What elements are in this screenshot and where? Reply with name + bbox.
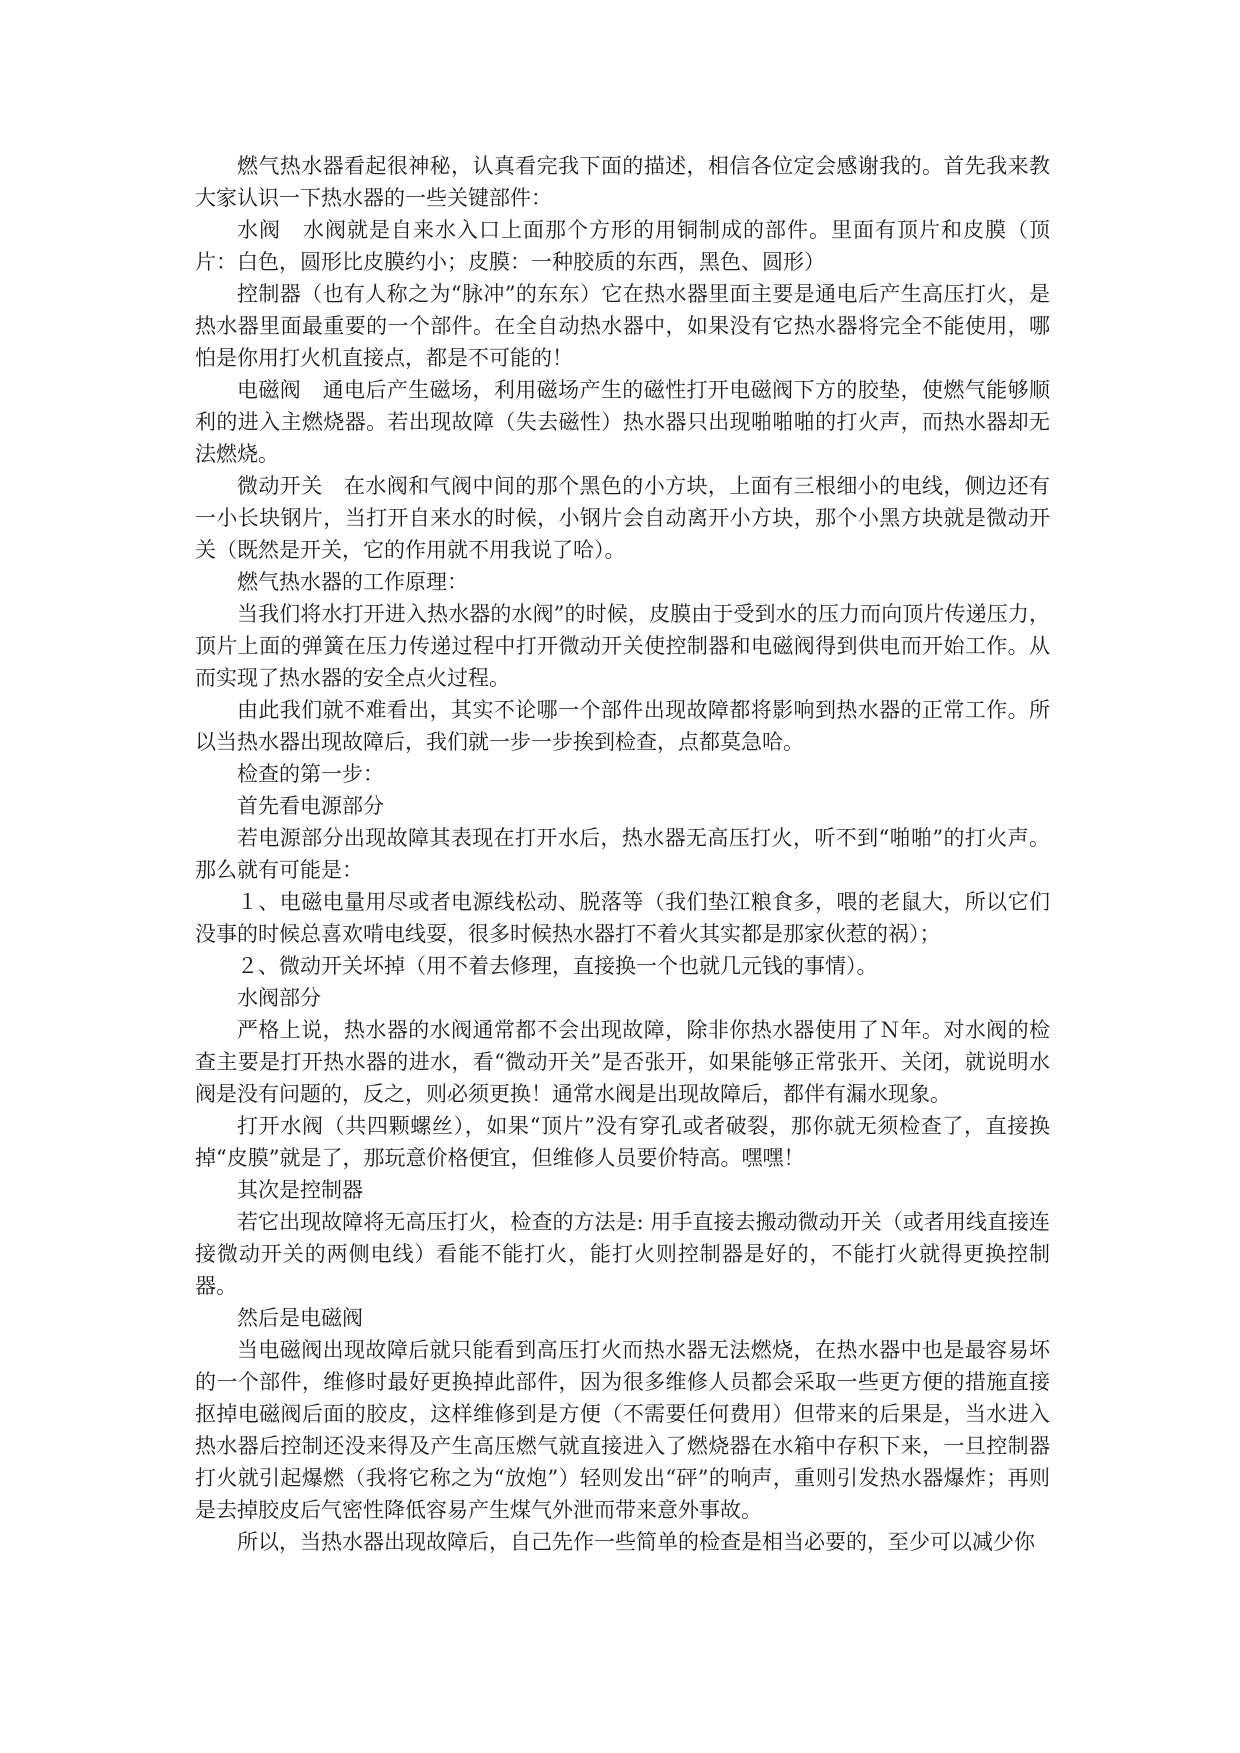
paragraph-power-heading: 首先看电源部分 <box>237 794 384 818</box>
paragraph-power-fault: 若电源部分出现故障其表现在打开水后，热水器无高压打火，听不到“啪啪”的打火声。那么就有可能是： <box>195 826 1050 882</box>
paragraph-principle-heading: 燃气热水器的工作原理： <box>237 570 468 594</box>
paragraph-water-valve-heading: 水阀部分 <box>237 986 321 1010</box>
paragraph-solenoid-check: 当电磁阀出现故障后就只能看到高压打火而热水器无法燃烧，在热水器中也是最容易坏的一个部件，维修时最好更换掉此部件，因为很多维修人员都会采取一些更方便的措施直接抠掉电磁阀后面的胶皮，这样维修到是方便（不需要任何费用）但带来的后果是，当水进入热水器后控制还没来得及产生高压燃气就直接进入了燃烧器在水箱中存积下来，一旦控制器打火就引起爆燃（我将它称之为“放炮”）轻则发出“砰”的响声，重则引发热水器爆炸；再则是去掉胶皮后气密性降低容易产生煤气外泄而带来意外事故。 <box>195 1338 1050 1522</box>
paragraph-fault-intro: 由此我们就不难看出，其实不论哪一个部件出现故障都将影响到热水器的正常工作。所以当热水器出现故障后，我们就一步一步挨到检查，点都莫急哈。 <box>195 698 1050 754</box>
paragraph-principle: 当我们将水打开进入热水器的水阀”的时候，皮膜由于受到水的压力而向顶片传递压力，顶片上面的弹簧在压力传递过程中打开微动开关使控制器和电磁阀得到供电而开始工作。从而实现了热水器的安全点火过程。 <box>195 602 1050 690</box>
paragraph-micro-switch: 微动开关 在水阀和气阀中间的那个黑色的小方块，上面有三根细小的电线，侧边还有一小长块钢片，当打开自来水的时候，小钢片会自动离开小方块，那个小黑方块就是微动开关（既然是开关，它的作用就不用我说了哈）。 <box>195 474 1050 562</box>
paragraph-step-one: 检查的第一步： <box>237 762 384 786</box>
paragraph-water-valve: 水阀 水阀就是自来水入口上面那个方形的用铜制成的部件。里面有顶片和皮膜（顶片：白色，圆形比皮膜约小；皮膜：一种胶质的东西，黑色、圆形） <box>195 218 1050 274</box>
paragraph-controller: 控制器（也有人称之为“脉冲”的东东）它在热水器里面主要是通电后产生高压打火，是热水器里面最重要的一个部件。在全自动热水器中，如果没有它热水器将完全不能使用，哪怕是你用打火机直接点，都是不可能的！ <box>195 282 1050 370</box>
paragraph-power-item-1: １、电磁电量用尽或者电源线松动、脱落等（我们垫江粮食多，喂的老鼠大，所以它们没事的时候总喜欢啃电线耍，很多时候热水器打不着火其实都是那家伙惹的祸）； <box>195 890 1050 946</box>
document-body <box>195 150 1050 1558</box>
paragraph-controller-heading: 其次是控制器 <box>237 1178 363 1202</box>
paragraph-conclusion: 所以，当热水器出现故障后，自己先作一些简单的检查是相当必要的，至少可以减少你 <box>237 1530 1035 1554</box>
paragraph-solenoid-valve: 电磁阀 通电后产生磁场，利用磁场产生的磁性打开电磁阀下方的胶垫，使燃气能够顺利的进入主燃烧器。若出现故障（失去磁性）热水器只出现啪啪啪的打火声，而热水器却无法燃烧。 <box>195 378 1050 466</box>
paragraph-power-item-2: ２、微动开关坏掉（用不着去修理，直接换一个也就几元钱的事情）。 <box>237 954 878 978</box>
paragraph-solenoid-heading: 然后是电磁阀 <box>237 1306 363 1330</box>
paragraph-water-valve-open: 打开水阀（共四颗螺丝），如果“顶片”没有穿孔或者破裂，那你就无须检查了，直接换掉“皮膜”就是了，那玩意价格便宜，但维修人员要价特高。嘿嘿！ <box>195 1114 1050 1170</box>
paragraph-water-valve-check: 严格上说，热水器的水阀通常都不会出现故障，除非你热水器使用了Ｎ年。对水阀的检查主要是打开热水器的进水，看“微动开关”是否张开，如果能够正常张开、关闭，就说明水阀是没有问题的，反之，则必须更换！通常水阀是出现故障后，都伴有漏水现象。 <box>195 1018 1050 1106</box>
paragraph-controller-check: 若它出现故障将无高压打火，检查的方法是: 用手直接去搬动微动开关（或者用线直接连接微动开关的两侧电线）看能不能打火，能打火则控制器是好的，不能打火就得更换控制器。 <box>195 1210 1050 1298</box>
paragraph-intro: 燃气热水器看起很神秘，认真看完我下面的描述，相信各位定会感谢我的。首先我来教大家认识一下热水器的一些关键部件： <box>195 154 1050 210</box>
